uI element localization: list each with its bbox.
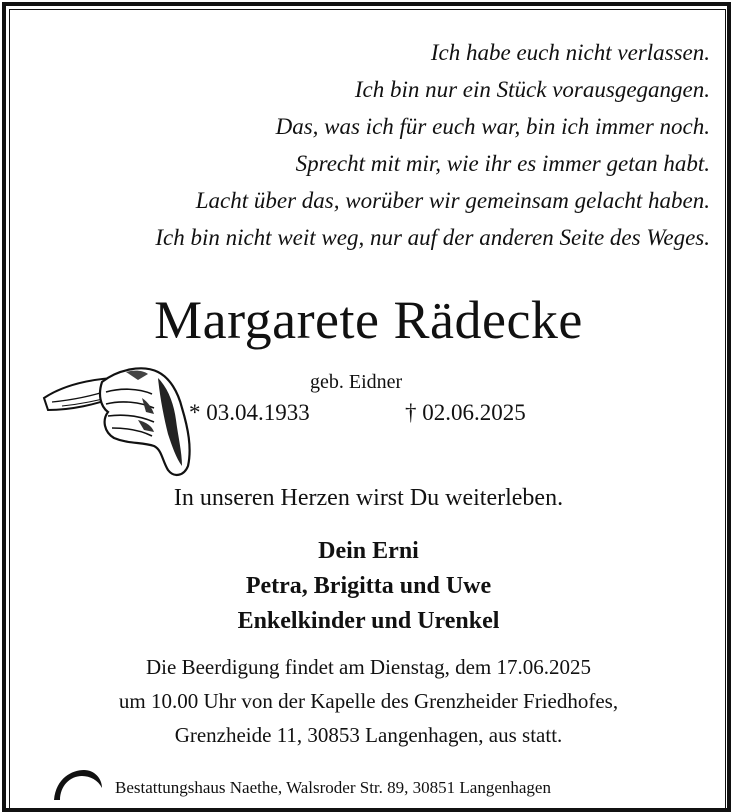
signer-line: Petra, Brigitta und Uwe: [245, 573, 492, 599]
funeral-line: Die Beerdigung findet am Dienstag, dem 17.06.2025: [146, 655, 591, 679]
poem-line: Ich bin nicht weit weg, nur auf der anderen Seite des Weges.: [155, 225, 710, 250]
deceased-name: Margarete Rädecke: [154, 290, 583, 350]
undertaker-address: Bestattungshaus Naethe, Walsroder Str. 89, 30851 Langenhagen: [115, 778, 551, 797]
signer-line: Dein Erni: [318, 538, 419, 564]
clasped-hands-icon: [42, 358, 194, 480]
poem-line: Sprecht mit mir, wie ihr es immer getan habt.: [295, 151, 710, 176]
funeral-notice: [0, 650, 737, 752]
motto: In unseren Herzen wirst Du weiterleben.: [173, 485, 564, 511]
birth-name: geb. Eidner: [310, 371, 403, 393]
signers: [0, 534, 737, 639]
funeral-line: um 10.00 Uhr von der Kapelle des Grenzheider Friedhofes,: [118, 689, 619, 713]
poem-line: Ich habe euch nicht verlassen.: [430, 40, 710, 65]
poem-line: Ich bin nur ein Stück vorausgegangen.: [354, 77, 710, 102]
birth-date: * 03.04.1933: [189, 400, 310, 425]
signer-line: Enkelkinder und Urenkel: [237, 608, 500, 634]
undertaker-logo-icon: [52, 768, 104, 800]
poem: [155, 34, 710, 256]
poem-line: Das, was ich für euch war, bin ich immer noch.: [275, 114, 710, 139]
funeral-line: Grenzheide 11, 30853 Langenhagen, aus statt.: [174, 723, 563, 747]
death-date: † 02.06.2025: [405, 400, 526, 425]
poem-line: Lacht über das, worüber wir gemeinsam gelacht haben.: [195, 188, 710, 213]
